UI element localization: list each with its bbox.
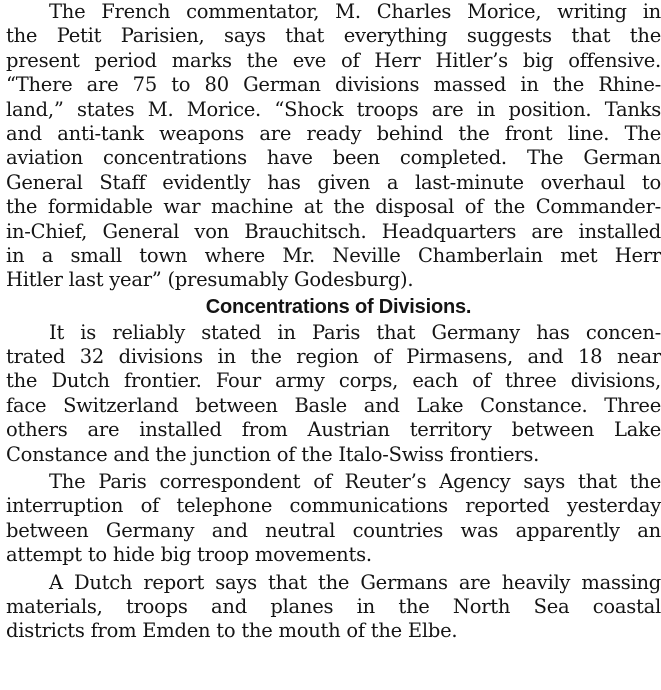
paragraph-line: the Petit Parisien, says that everything suggests that the — [6, 24, 661, 48]
paragraph-line: in-Chief, General von Brauchitsch. Headquarters are installed — [6, 219, 661, 243]
paragraph-divisions — [6, 321, 661, 467]
paragraph-line: between Germany and neutral countries was apparently an — [6, 518, 661, 542]
paragraph-line: trated 32 divisions in the region of Pirmasens, and 18 near — [6, 345, 661, 369]
paragraph-line: The Paris correspondent of Reuter’s Agency says that the — [49, 470, 661, 494]
paragraph-line: aviation concentrations have been completed. The German — [6, 146, 661, 170]
paragraph-line: the formidable war machine at the disposal of the Commander- — [6, 195, 661, 219]
paragraph-line: and anti-tank weapons are ready behind the front line. The — [6, 121, 661, 145]
paragraph-line: attempt to hide big troop movements. — [6, 543, 372, 567]
paragraph-morice-commentary — [6, 0, 661, 293]
paragraph-line: The French commentator, M. Charles Morice, writing in — [49, 0, 661, 23]
newspaper-column — [6, 0, 661, 644]
paragraph-line: districts from Emden to the mouth of the Elbe. — [6, 619, 458, 643]
paragraph-line: Hitler last year” (presumably Godesburg). — [6, 268, 414, 292]
paragraph-line: “There are 75 to 80 German divisions massed in the Rhine- — [6, 73, 661, 97]
paragraph-line: in a small town where Mr. Neville Chamberlain met Herr — [6, 243, 661, 267]
paragraph-line: It is reliably stated in Paris that Germany has concen- — [49, 320, 661, 344]
paragraph-line: land,” states M. Morice. “Shock troops are in position. Tanks — [6, 97, 661, 121]
paragraph-reuter — [6, 470, 661, 568]
paragraph-line: A Dutch report says that the Germans are heavily massing — [49, 570, 661, 594]
section-heading: Concentrations of Divisions. — [205, 295, 472, 318]
paragraph-line: Constance and the junction of the Italo-Swiss frontiers. — [6, 442, 540, 466]
paragraph-line: present period marks the eve of Herr Hitler’s big offensive. — [6, 48, 661, 72]
paragraph-line: General Staff evidently has given a last-minute overhaul to — [6, 170, 661, 194]
paragraph-line: others are installed from Austrian territory between Lake — [6, 418, 661, 442]
paragraph-line: materials, troops and planes in the North Sea coastal — [6, 594, 661, 618]
paragraph-line: interruption of telephone communications reported yesterday — [6, 494, 661, 518]
paragraph-line: face Switzerland between Basle and Lake Constance. Three — [6, 393, 661, 417]
paragraph-dutch-report — [6, 571, 661, 644]
paragraph-line: the Dutch frontier. Four army corps, each of three divisions, — [6, 369, 661, 393]
